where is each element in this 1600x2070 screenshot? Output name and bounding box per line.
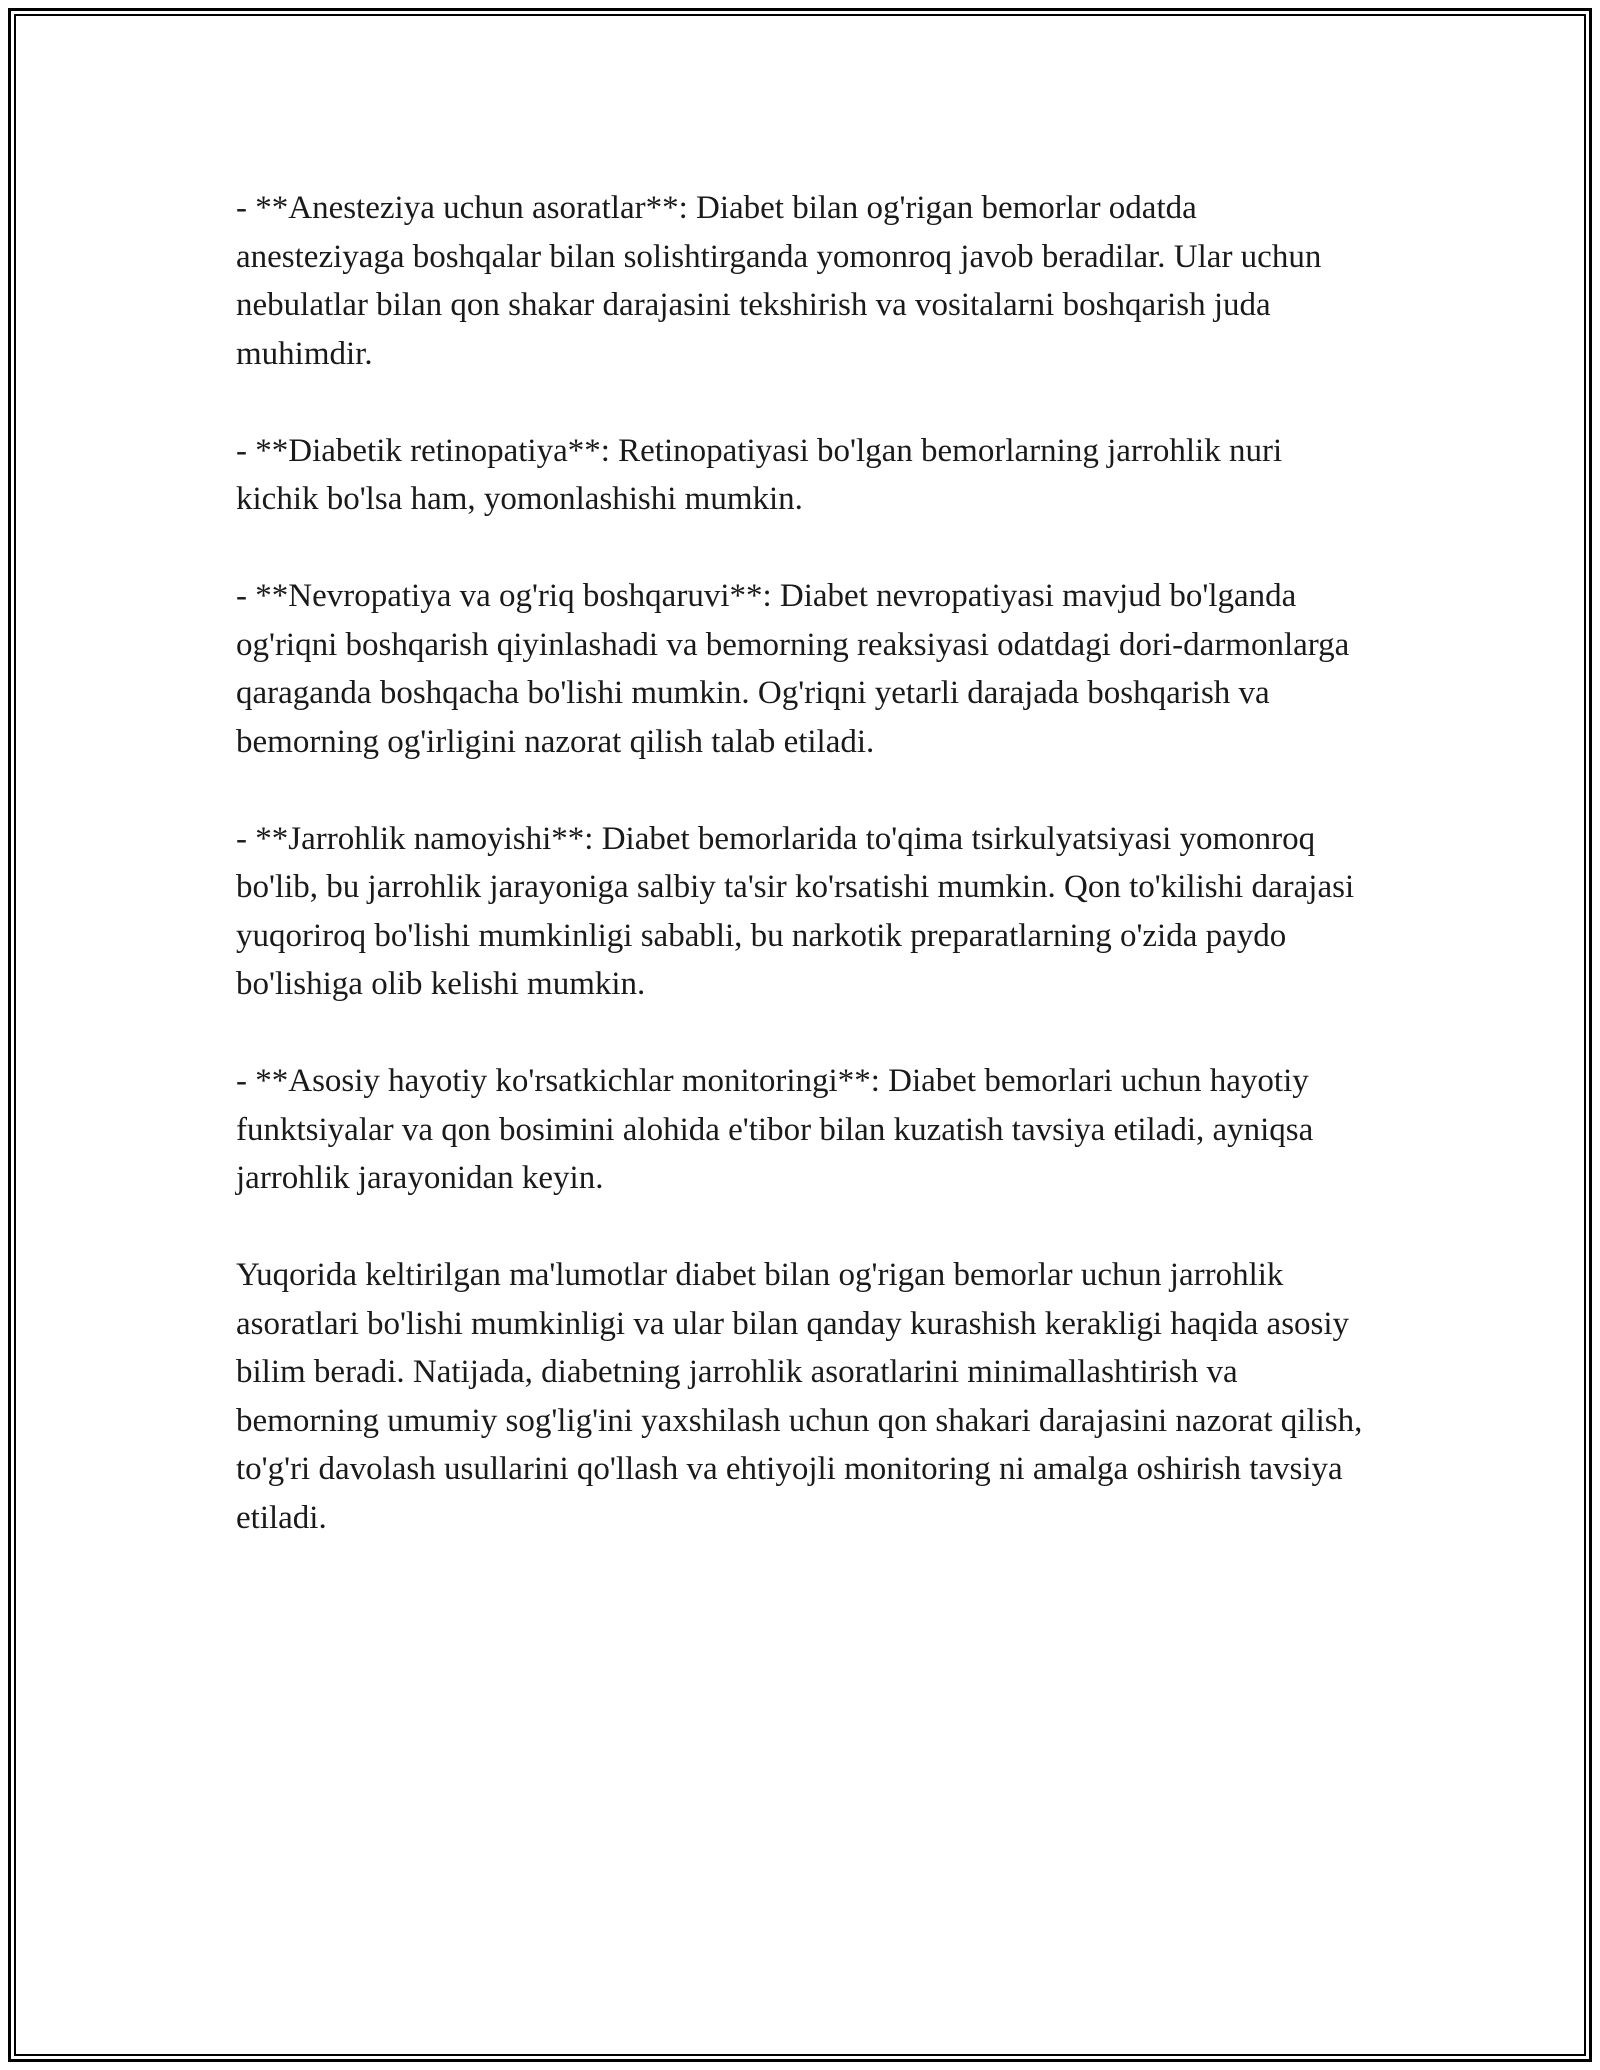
paragraph-diabetic-retinopathy: - **Diabetik retinopatiya**: Retinopatiyasi bo'lgan bemorlarning jarrohlik nuri kichik bo'lsa ham, yomonlashishi mumkin. [236,432,1283,517]
paragraph-neuropathy-pain-management: - **Nevropatiya va og'riq boshqaruvi**: Diabet nevropatiyasi mavjud bo'lganda og'riqni boshqarish qiyinlashadi va bemorning reaksiyasi odatdagi dori-darmonlarga qaraganda boshqacha bo'lishi mumkin. Og'riqni yetarli darajada boshqarish va bemorning og'irligini nazorat qilish talab etiladi. [236,578,1350,760]
paragraph-surgical-presentation: - **Jarrohlik namoyishi**: Diabet bemorlarida to'qima tsirkulyatsiyasi yomonroq bo'lib, bu jarrohlik jarayoniga salbiy ta'sir ko'rsatishi mumkin. Qon to'kilishi darajasi yuqoriroq bo'lishi mumkinligi sababli, bu narkotik preparatlarning o'zida paydo bo'lishiga olib kelishi mumkin. [236,820,1355,1002]
paragraph-anesthesia-complications: - **Anesteziya uchun asoratlar**: Diabet bilan og'rigan bemorlar odatda anesteziyaga boshqalar bilan solishtirganda yomonroq javob beradilar. Ular uchun nebulatlar bilan qon shakar darajasini tekshirish va vositalarni boshqarish juda muhimdir. [236,190,1322,372]
paragraph-conclusion: Yuqorida keltirilgan ma'lumotlar diabet bilan og'rigan bemorlar uchun jarrohlik asoratlari bo'lishi mumkinligi va ular bilan qanday kurashish kerakligi haqida asosiy bilim beradi. Natijada, diabetning jarrohlik asoratlarini minimallashtirish va bemorning umumiy sog'lig'ini yaxshilash uchun qon shakari darajasini nazorat qilish, to'g'ri davolash usullarini qo'llash va ehtiyojli monitoring ni amalga oshirish tavsiya etiladi. [236,1257,1363,1536]
document-body [236,184,1366,1591]
paragraph-vital-signs-monitoring: - **Asosiy hayotiy ko'rsatkichlar monitoringi**: Diabet bemorlari uchun hayotiy funktsiyalar va qon bosimini alohida e'tibor bilan kuzatish tavsiya etiladi, ayniqsa jarrohlik jarayonidan keyin. [236,1063,1314,1196]
